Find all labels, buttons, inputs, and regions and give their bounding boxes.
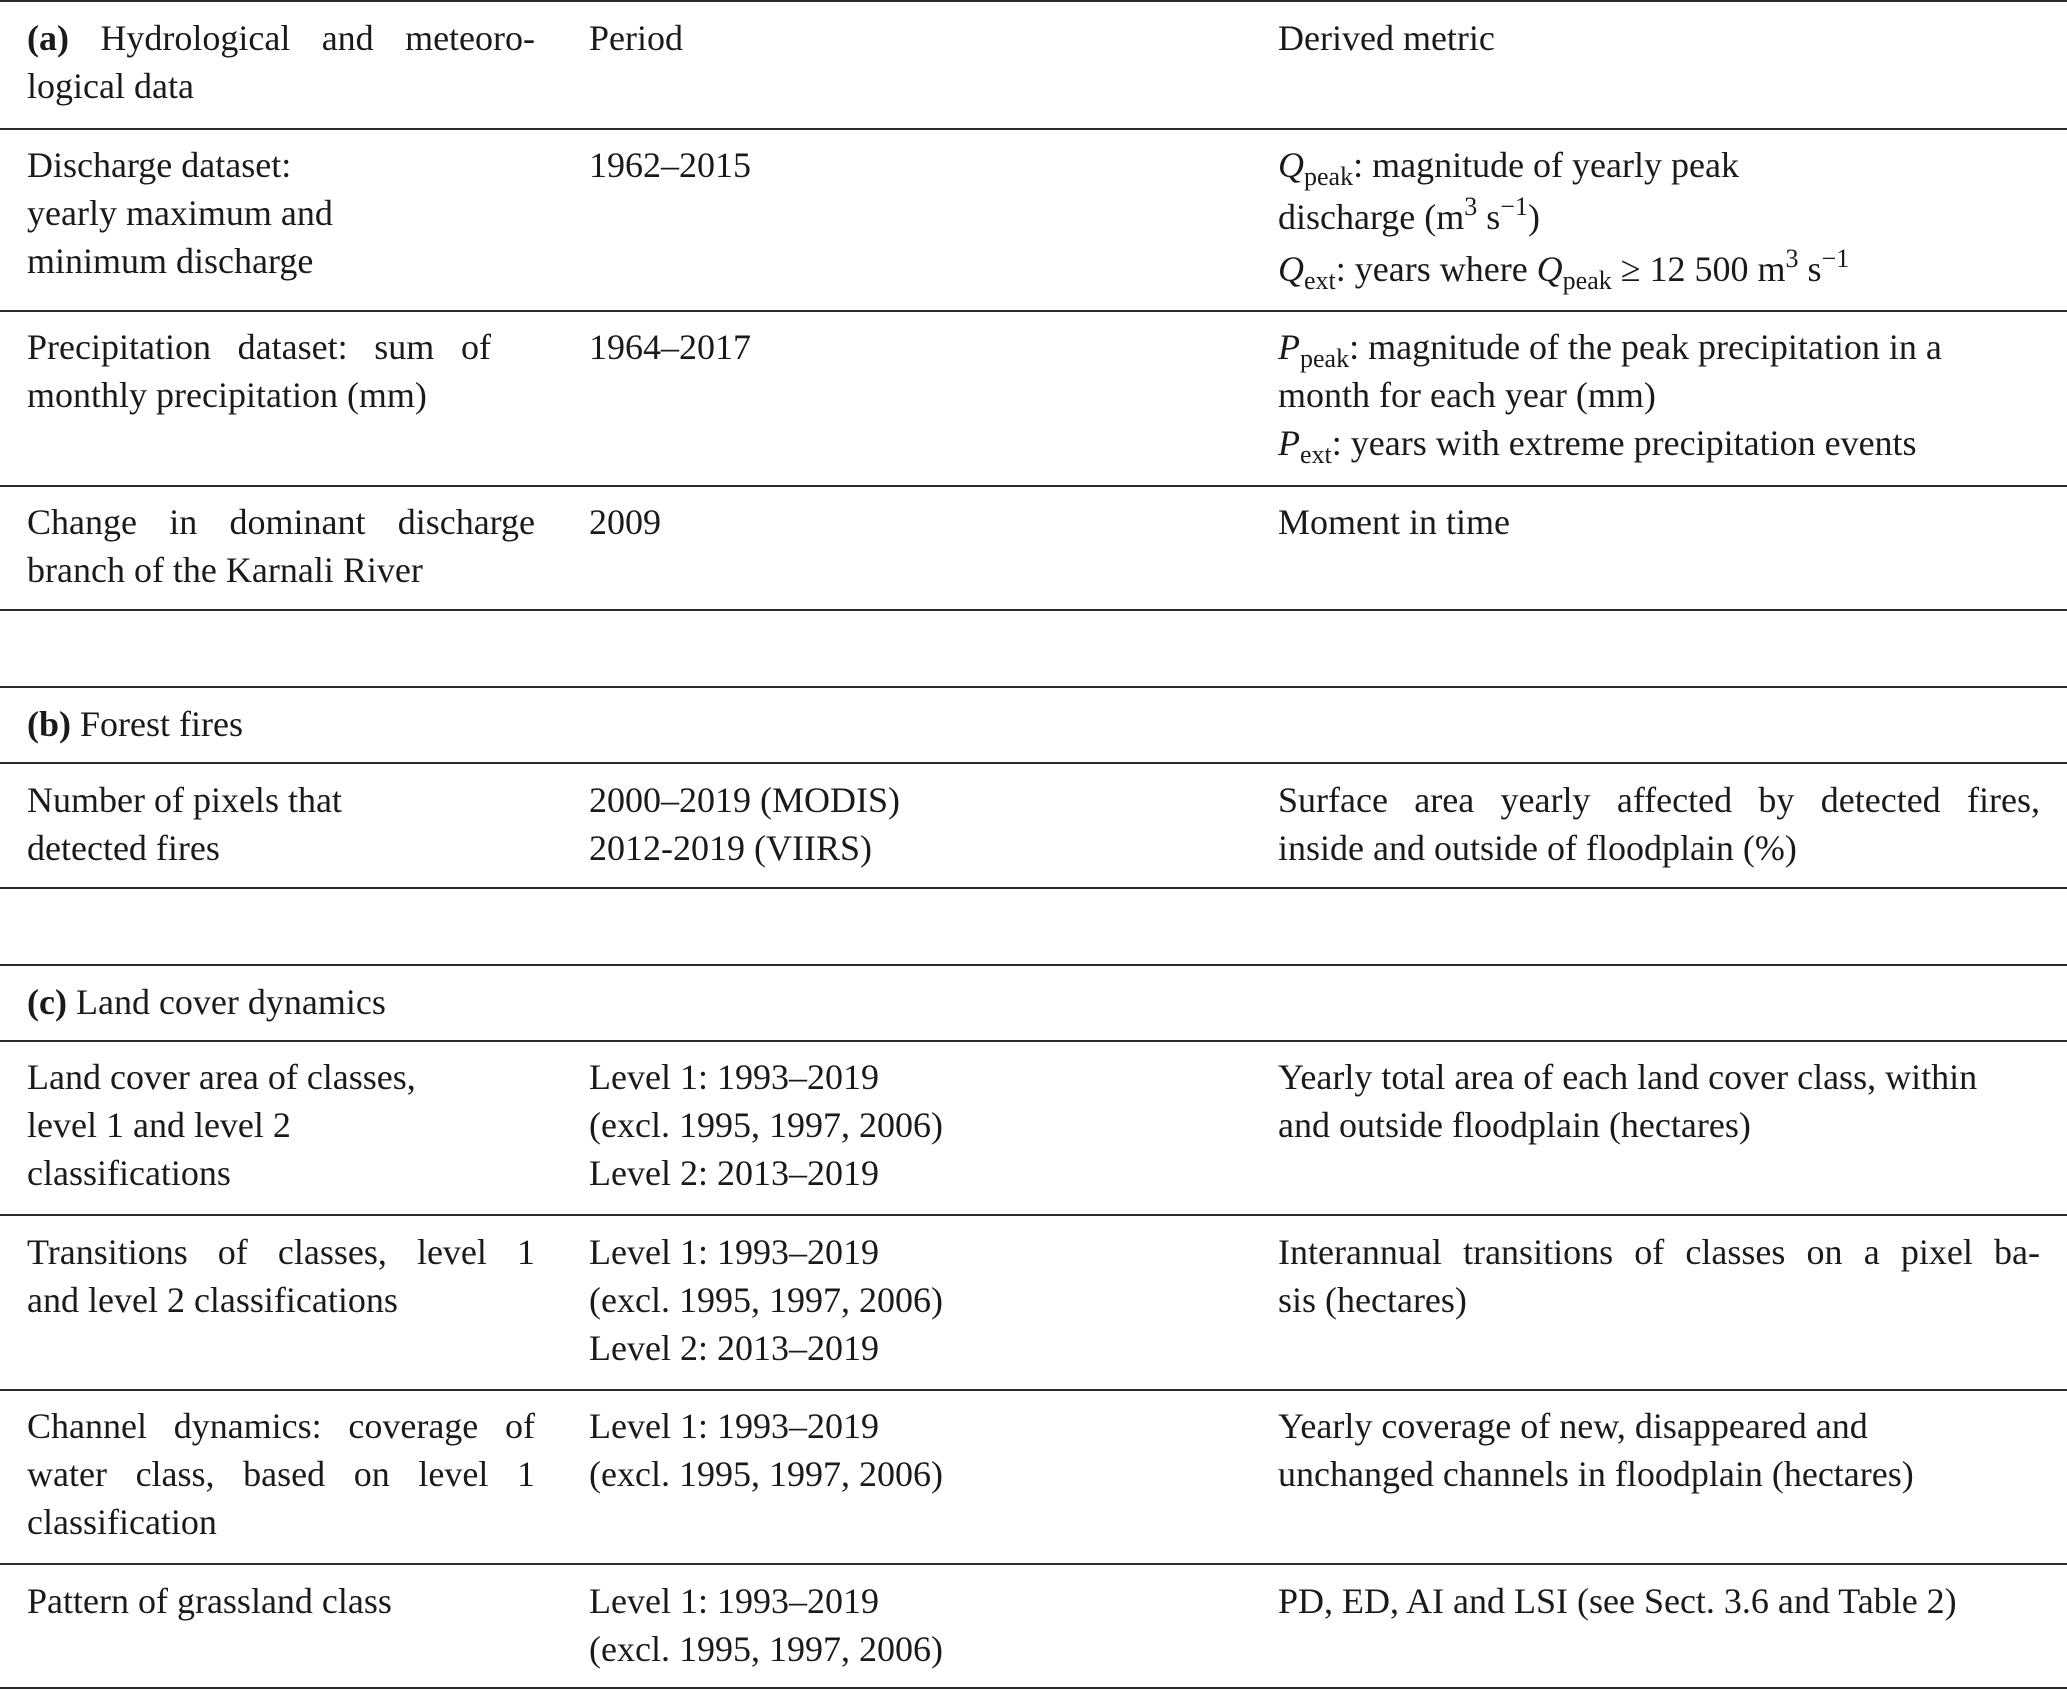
derived-metric-column-header: Derived metric: [1278, 18, 1495, 58]
data-line: Change in dominant discharge: [27, 502, 535, 542]
fire-metric-cell: [1278, 776, 2048, 872]
metric-text: discharge (m: [1278, 197, 1465, 237]
metric-line: unchanged channels in floodplain (hectares): [1278, 1454, 1914, 1494]
period-line: 2012-2019 (VIIRS): [589, 828, 872, 868]
metric-line: [1278, 323, 2048, 371]
section-a-end-rule: [0, 609, 2067, 611]
discharge-period-cell: [589, 141, 1289, 189]
period-line: Level 1: 1993–2019: [589, 1057, 879, 1097]
superscript: −1: [1821, 244, 1850, 273]
data-line: Transitions of classes, level 1: [27, 1232, 535, 1272]
superscript: 3: [1464, 192, 1478, 221]
metric-line: [1278, 419, 2048, 467]
transitions-metric-cell: [1278, 1228, 2048, 1324]
land-cover-area-cell: [27, 1053, 537, 1197]
row-rule: [0, 310, 2067, 312]
data-line: and level 2 classifications: [27, 1280, 398, 1320]
discharge-dataset-cell: [27, 141, 537, 285]
grassland-pattern-metric-cell: [1278, 1577, 2048, 1625]
precipitation-metric-cell: [1278, 323, 2048, 467]
transitions-period-cell: [589, 1228, 1289, 1372]
row-rule: [0, 485, 2067, 487]
period-line: 1962–2015: [589, 145, 751, 185]
q-symbol: Q: [1278, 145, 1304, 185]
metric-text: : years where: [1335, 249, 1537, 289]
section-c-title: Land cover dynamics: [75, 982, 386, 1022]
precipitation-period-cell: [589, 323, 1289, 371]
metric-text: s: [1477, 197, 1501, 237]
metric-line: and outside floodplain (hectares): [1278, 1105, 1751, 1145]
period-line: (excl. 1995, 1997, 2006): [589, 1629, 943, 1669]
metric-line: Moment in time: [1278, 502, 1510, 542]
fire-period-cell: [589, 776, 1289, 872]
data-line: minimum discharge: [27, 241, 314, 281]
metric-text: : magnitude of the peak precipitation in a: [1349, 327, 1942, 367]
data-line: monthly precipitation (mm): [27, 375, 427, 415]
karnali-metric-cell: [1278, 498, 2048, 546]
p-symbol: P: [1278, 423, 1300, 463]
data-line: classifications: [27, 1153, 231, 1193]
data-line: level 1 and level 2: [27, 1105, 291, 1145]
period-line: Level 2: 2013–2019: [589, 1153, 879, 1193]
channel-dynamics-period-cell: [589, 1402, 1289, 1498]
period-line: 2009: [589, 502, 661, 542]
period-line: Level 1: 1993–2019: [589, 1581, 879, 1621]
period-line: (excl. 1995, 1997, 2006): [589, 1105, 943, 1145]
period-line: Level 1: 1993–2019: [589, 1406, 879, 1446]
data-line: Channel dynamics: coverage of: [27, 1406, 535, 1446]
data-line: Number of pixels that: [27, 780, 342, 820]
section-a-heading: [27, 14, 537, 110]
header-rule: [0, 128, 2067, 130]
peak-subscript: peak: [1562, 266, 1612, 295]
metric-line: [1278, 245, 2048, 293]
karnali-period-cell: [589, 498, 1289, 546]
channel-dynamics-cell: [27, 1402, 537, 1546]
period-line: (excl. 1995, 1997, 2006): [589, 1280, 943, 1320]
period-line: Level 2: 2013–2019: [589, 1328, 879, 1368]
fire-pixels-cell: [27, 776, 537, 872]
bottom-rule: [0, 1687, 2067, 1689]
period-line: 2000–2019 (MODIS): [589, 780, 900, 820]
period-line: Level 1: 1993–2019: [589, 1232, 879, 1272]
metric-line: Yearly total area of each land cover class, within: [1278, 1057, 1978, 1097]
data-line: branch of the Karnali River: [27, 550, 423, 590]
metric-line: inside and outside of floodplain (%): [1278, 828, 1797, 868]
metric-text: ≥ 12 500 m: [1611, 249, 1786, 289]
metric-line: month for each year (mm): [1278, 375, 1656, 415]
discharge-metric-cell: [1278, 141, 2048, 293]
metric-line: [1278, 141, 2048, 189]
section-c-heading: [27, 978, 537, 1026]
metric-line: [1278, 193, 2048, 241]
row-rule: [0, 1563, 2067, 1565]
channel-dynamics-metric-cell: [1278, 1402, 2048, 1498]
section-a-label: (a): [27, 18, 69, 58]
section-b-header-rule: [0, 762, 2067, 764]
data-line: Land cover area of classes,: [27, 1057, 416, 1097]
section-b-heading: [27, 700, 537, 748]
metric-line: sis (hectares): [1278, 1280, 1467, 1320]
karnali-branch-cell: [27, 498, 537, 594]
data-line: Discharge dataset:: [27, 145, 292, 185]
section-a-title-line1: Hydrological and meteoro-: [100, 18, 536, 58]
section-b-title: Forest fires: [80, 704, 243, 744]
metric-text: : years with extreme precipitation events: [1331, 423, 1917, 463]
metric-line: Yearly coverage of new, disappeared and: [1278, 1406, 1868, 1446]
section-c-label: (c): [27, 982, 67, 1022]
row-rule: [0, 1214, 2067, 1216]
row-rule: [0, 1389, 2067, 1391]
data-line: Pattern of grassland class: [27, 1581, 392, 1621]
precipitation-dataset-cell: [27, 323, 537, 419]
data-line: Precipitation dataset: sum of: [27, 327, 491, 367]
land-cover-area-metric-cell: [1278, 1053, 2048, 1149]
section-b-label: (b): [27, 704, 71, 744]
metric-line: PD, ED, AI and LSI (see Sect. 3.6 and Table 2): [1278, 1581, 1957, 1621]
metric-line: Interannual transitions of classes on a pixel ba-: [1278, 1232, 2040, 1272]
q-symbol: Q: [1278, 249, 1304, 289]
data-line: yearly maximum and: [27, 193, 333, 233]
metric-text: ): [1527, 197, 1540, 237]
transitions-cell: [27, 1228, 537, 1324]
ext-subscript: ext: [1304, 266, 1336, 295]
section-a-heading-line1: [27, 14, 535, 62]
section-c-header-rule: [0, 1040, 2067, 1042]
data-line: water class, based on level 1: [27, 1454, 535, 1494]
metric-line: Surface area yearly affected by detected fires,: [1278, 780, 2040, 820]
period-column-header: Period: [589, 18, 683, 58]
section-b-end-rule: [0, 887, 2067, 889]
grassland-pattern-cell: [27, 1577, 537, 1625]
superscript: 3: [1785, 244, 1799, 273]
q-symbol: Q: [1536, 249, 1563, 289]
peak-subscript: peak: [1300, 344, 1350, 373]
metric-text: s: [1798, 249, 1822, 289]
period-line: (excl. 1995, 1997, 2006): [589, 1454, 943, 1494]
section-a-title-line2: logical data: [27, 66, 194, 106]
data-line: detected fires: [27, 828, 220, 868]
peak-subscript: peak: [1304, 162, 1354, 191]
superscript: −1: [1500, 192, 1528, 221]
metric-text: : magnitude of yearly peak: [1353, 145, 1739, 185]
section-c-start-rule: [0, 964, 2067, 966]
land-cover-area-period-cell: [589, 1053, 1289, 1197]
grassland-pattern-period-cell: [589, 1577, 1289, 1673]
data-line: classification: [27, 1502, 217, 1542]
period-line: 1964–2017: [589, 327, 751, 367]
p-symbol: P: [1278, 327, 1300, 367]
top-rule: [0, 0, 2067, 2]
ext-subscript: ext: [1300, 440, 1332, 469]
section-b-start-rule: [0, 686, 2067, 688]
